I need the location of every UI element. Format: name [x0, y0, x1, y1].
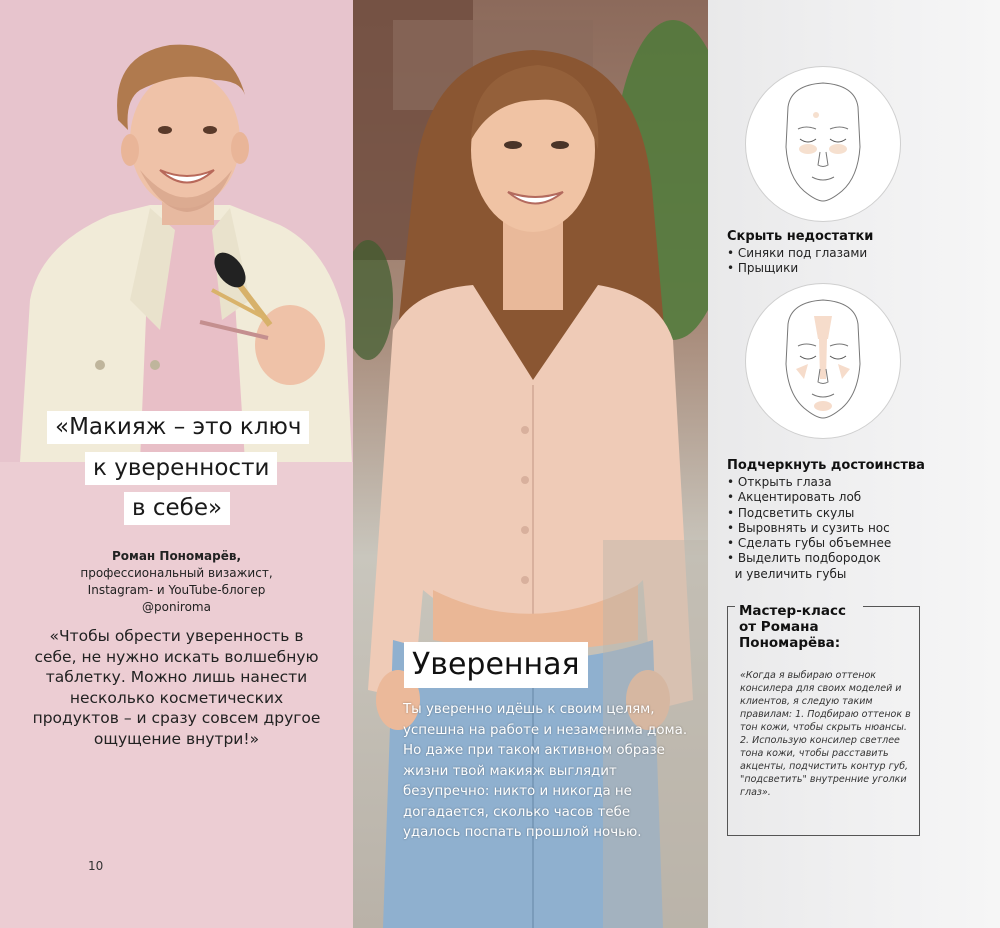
list-item: • Акцентировать лоб [727, 490, 862, 505]
master-class-box-top-rule [863, 606, 919, 607]
author-platforms: Instagram- и YouTube-блогер [87, 583, 266, 597]
author-handle: @poniroma [142, 600, 211, 614]
list-item: • Подсветить скулы [727, 505, 855, 520]
section-body-text: Ты уверенно идёшь к своим целям, успешна на работе и незаменима дома. Но даже при таком активном образе жизни твой макияж выглядит безупречно: никто и никогда не догадается, сколько часов тебе удалось поспать прошлой ночью. [403, 702, 688, 840]
page-number: 10 [88, 859, 104, 873]
emphasize-list [727, 475, 891, 582]
list-item: • Синяки под глазами [727, 246, 868, 260]
list-item: • Выровнять и сузить нос [727, 520, 890, 535]
face-diagram-flaws [745, 66, 901, 222]
list-item: • Сделать губы объемнее [727, 536, 892, 551]
list-item: и увеличить губы [727, 566, 847, 581]
makeup-artist-photo [0, 0, 353, 462]
headline-line-1: «Макияж – это ключ [47, 411, 309, 444]
master-class-box-top-rule-left [727, 606, 735, 607]
list-item: • Прыщики [727, 261, 799, 276]
list-item: • Открыть глаза [727, 475, 832, 489]
author-credit [0, 548, 353, 616]
emphasize-title: Подчеркнуть достоинства [727, 458, 925, 473]
list-item: • Выделить подбородок [727, 551, 881, 566]
lead-quote: «Чтобы обрести уверенность в себе, не нужно искать волшебную таблетку. Можно лишь нанести несколько косметических продуктов – и сразу совсем другое ощущение внутри!» [32, 627, 321, 748]
headline-line-3: в себе» [124, 492, 230, 525]
face-outline-icon [746, 67, 900, 221]
face-diagram-highlights [745, 283, 901, 439]
author-role: профессиональный визажист, [80, 566, 273, 580]
hide-flaws-title: Скрыть недостатки [727, 229, 874, 244]
master-class-text: «Когда я выбираю оттенок консилера для своих моделей и клиентов, я следую таким правилам: 1. Подбираю оттенок в тон кожи, чтобы скрыть нюансы. 2. Использую консилер светлее тона кожи, чтобы расставить акценты, подчистить контур губ, "подсветить" внутренние уголки глаз». [740, 670, 911, 798]
author-name: Роман Пономарёв, [111, 549, 242, 563]
headline-line-2: к уверенности [85, 452, 277, 485]
section-title: Уверенная [404, 642, 588, 688]
left-photo-panel [0, 0, 353, 462]
master-class-title: Мастер-класс от Романа Пономарёва: [739, 603, 846, 651]
hide-flaws-list [727, 246, 867, 277]
face-outline-icon [746, 284, 900, 438]
